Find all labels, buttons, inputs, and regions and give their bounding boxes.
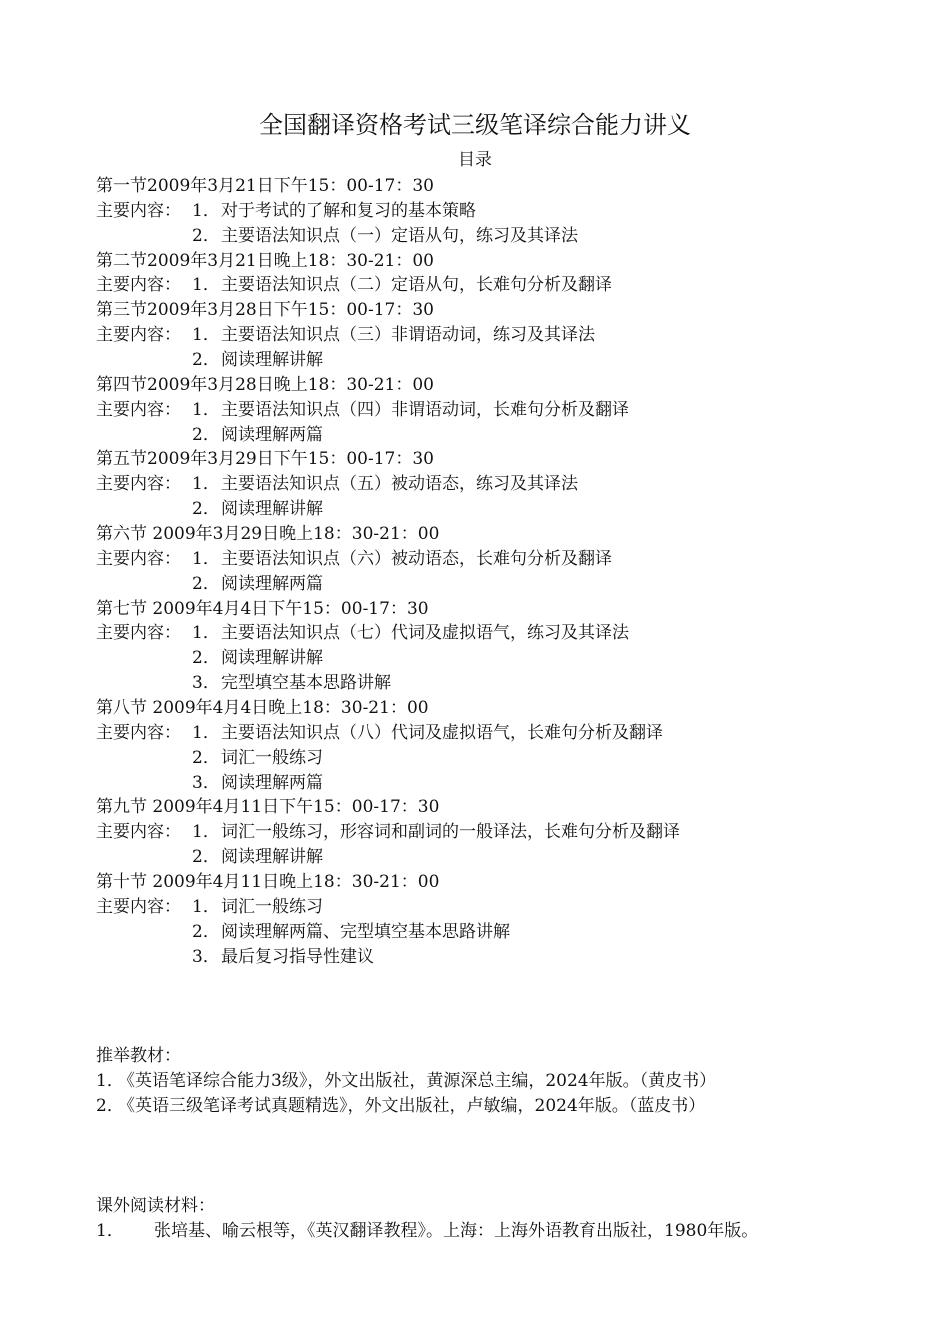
session-content-item bbox=[96, 572, 896, 597]
content-item-text: 阅读理解两篇、完型填空基本思路讲解 bbox=[221, 921, 510, 942]
session-content-item bbox=[96, 920, 896, 945]
session-heading: 第五节2009年3月29日下午15：00-17：30 bbox=[96, 449, 434, 470]
content-item-text: 最后复习指导性建议 bbox=[221, 946, 374, 967]
session-heading: 第七节 2009年4月4日下午15：00-17：30 bbox=[96, 598, 429, 619]
textbook-item-number: 1． bbox=[96, 1070, 124, 1091]
content-label: 主要内容： bbox=[96, 200, 181, 221]
content-item-number: 3． bbox=[192, 772, 220, 793]
content-item-number: 2． bbox=[192, 424, 220, 445]
content-item-text: 主要语法知识点（二）定语从句，长难句分析及翻译 bbox=[221, 275, 612, 296]
content-item-number: 1． bbox=[192, 896, 220, 917]
content-item-number: 1． bbox=[192, 474, 220, 495]
content-item-text: 阅读理解讲解 bbox=[221, 847, 323, 868]
content-label: 主要内容： bbox=[96, 325, 181, 346]
session-content-item bbox=[96, 771, 896, 796]
content-item-number: 1． bbox=[192, 623, 220, 644]
content-label: 主要内容： bbox=[96, 722, 181, 743]
session-content-item bbox=[96, 547, 896, 572]
content-label: 主要内容： bbox=[96, 548, 181, 569]
document-title: 全国翻译资格考试三级笔译综合能力讲义 bbox=[259, 111, 691, 139]
content-item-number: 1． bbox=[192, 722, 220, 743]
textbook-heading: 推举教材： bbox=[96, 1046, 181, 1066]
content-item-text: 阅读理解两篇 bbox=[221, 772, 323, 793]
content-item-text: 主要语法知识点（一）定语从句，练习及其译法 bbox=[221, 225, 578, 246]
content-item-number: 1． bbox=[192, 325, 220, 346]
session-content-item bbox=[96, 646, 896, 671]
session-content-item bbox=[96, 423, 896, 448]
content-item-number: 2． bbox=[192, 499, 220, 520]
content-item-number: 1． bbox=[192, 548, 220, 569]
content-item-number: 2． bbox=[192, 573, 220, 594]
content-item-number: 1． bbox=[192, 399, 220, 420]
content-item-text: 阅读理解两篇 bbox=[221, 573, 323, 594]
session-content-item bbox=[96, 323, 896, 348]
content-label: 主要内容： bbox=[96, 474, 181, 495]
session-heading: 第二节2009年3月21日晚上18：30-21：00 bbox=[96, 250, 434, 271]
textbook-item bbox=[96, 1094, 896, 1119]
session-content-item bbox=[96, 721, 896, 746]
content-item-text: 对于考试的了解和复习的基本策略 bbox=[221, 200, 476, 221]
content-label: 主要内容： bbox=[96, 275, 181, 296]
textbook-section bbox=[96, 1044, 896, 1119]
content-item-text: 主要语法知识点（六）被动语态，长难句分析及翻译 bbox=[221, 548, 612, 569]
textbook-item bbox=[96, 1069, 896, 1094]
session-heading: 第三节2009年3月28日下午15：00-17：30 bbox=[96, 300, 434, 321]
session-content-item bbox=[96, 472, 896, 497]
session-content-item bbox=[96, 348, 896, 373]
session-content-item bbox=[96, 895, 896, 920]
session-heading: 第十节 2009年4月11日晚上18：30-21：00 bbox=[96, 872, 440, 893]
content-item-text: 主要语法知识点（三）非谓语动词，练习及其译法 bbox=[221, 325, 595, 346]
content-item-number: 1． bbox=[192, 200, 220, 221]
content-label: 主要内容： bbox=[96, 623, 181, 644]
session-heading: 第一节2009年3月21日下午15：00-17：30 bbox=[96, 176, 434, 196]
session-list bbox=[96, 174, 896, 970]
session-content-item bbox=[96, 199, 896, 224]
content-item-text: 阅读理解讲解 bbox=[221, 350, 323, 371]
session-heading: 第九节 2009年4月11日下午15：00-17：30 bbox=[96, 797, 440, 818]
reading-heading: 课外阅读材料： bbox=[96, 1196, 215, 1216]
content-item-number: 2． bbox=[192, 350, 220, 371]
content-item-number: 2． bbox=[192, 847, 220, 868]
session-content-item bbox=[96, 224, 896, 249]
textbook-item-text: 《英语笔译综合能力3级》，外文出版社，黄源深总主编，2024年版。（黄皮书） bbox=[118, 1070, 717, 1091]
content-item-number: 3． bbox=[192, 673, 220, 694]
content-item-text: 阅读理解讲解 bbox=[221, 648, 323, 669]
session-content-item bbox=[96, 398, 896, 423]
session-content-item bbox=[96, 945, 896, 970]
session-content-item bbox=[96, 273, 896, 298]
content-item-text: 主要语法知识点（四）非谓语动词，长难句分析及翻译 bbox=[221, 399, 629, 420]
content-item-number: 2． bbox=[192, 648, 220, 669]
content-item-number: 2． bbox=[192, 225, 220, 246]
content-item-text: 主要语法知识点（七）代词及虚拟语气，练习及其译法 bbox=[221, 623, 629, 644]
content-item-number: 1． bbox=[192, 822, 220, 843]
content-item-number: 1． bbox=[192, 275, 220, 296]
session-heading: 第六节 2009年3月29日晚上18：30-21：00 bbox=[96, 524, 440, 545]
content-item-text: 词汇一般练习，形容词和副词的一般译法，长难句分析及翻译 bbox=[221, 822, 680, 843]
reading-item-number: 1． bbox=[96, 1220, 124, 1241]
reading-item bbox=[96, 1219, 896, 1244]
textbook-item-number: 2． bbox=[96, 1095, 124, 1116]
content-item-text: 完型填空基本思路讲解 bbox=[221, 673, 391, 694]
content-item-text: 词汇一般练习 bbox=[221, 747, 323, 768]
content-item-text: 主要语法知识点（八）代词及虚拟语气，长难句分析及翻译 bbox=[221, 722, 663, 743]
session-content-item bbox=[96, 621, 896, 646]
reading-section bbox=[96, 1194, 896, 1244]
session-heading: 第八节 2009年4月4日晚上18：30-21：00 bbox=[96, 698, 429, 719]
session-content-item bbox=[96, 671, 896, 696]
content-item-text: 阅读理解讲解 bbox=[221, 499, 323, 520]
content-item-text: 阅读理解两篇 bbox=[221, 424, 323, 445]
content-label: 主要内容： bbox=[96, 896, 181, 917]
content-label: 主要内容： bbox=[96, 822, 181, 843]
reading-item-text: 张培基、喻云根等，《英汉翻译教程》。上海：上海外语教育出版社，1980年版。 bbox=[154, 1220, 759, 1241]
toc-heading: 目录 bbox=[458, 150, 492, 170]
session-content-item bbox=[96, 497, 896, 522]
content-item-number: 2． bbox=[192, 921, 220, 942]
content-item-text: 主要语法知识点（五）被动语态，练习及其译法 bbox=[221, 474, 578, 495]
session-heading: 第四节2009年3月28日晚上18：30-21：00 bbox=[96, 374, 434, 395]
session-content-item bbox=[96, 845, 896, 870]
textbook-item-text: 《英语三级笔译考试真题精选》，外文出版社，卢敏编，2024年版。（蓝皮书） bbox=[118, 1095, 706, 1116]
content-item-number: 3． bbox=[192, 946, 220, 967]
content-label: 主要内容： bbox=[96, 399, 181, 420]
session-content-item bbox=[96, 746, 896, 771]
content-item-text: 词汇一般练习 bbox=[221, 896, 323, 917]
session-content-item bbox=[96, 820, 896, 845]
content-item-number: 2． bbox=[192, 747, 220, 768]
